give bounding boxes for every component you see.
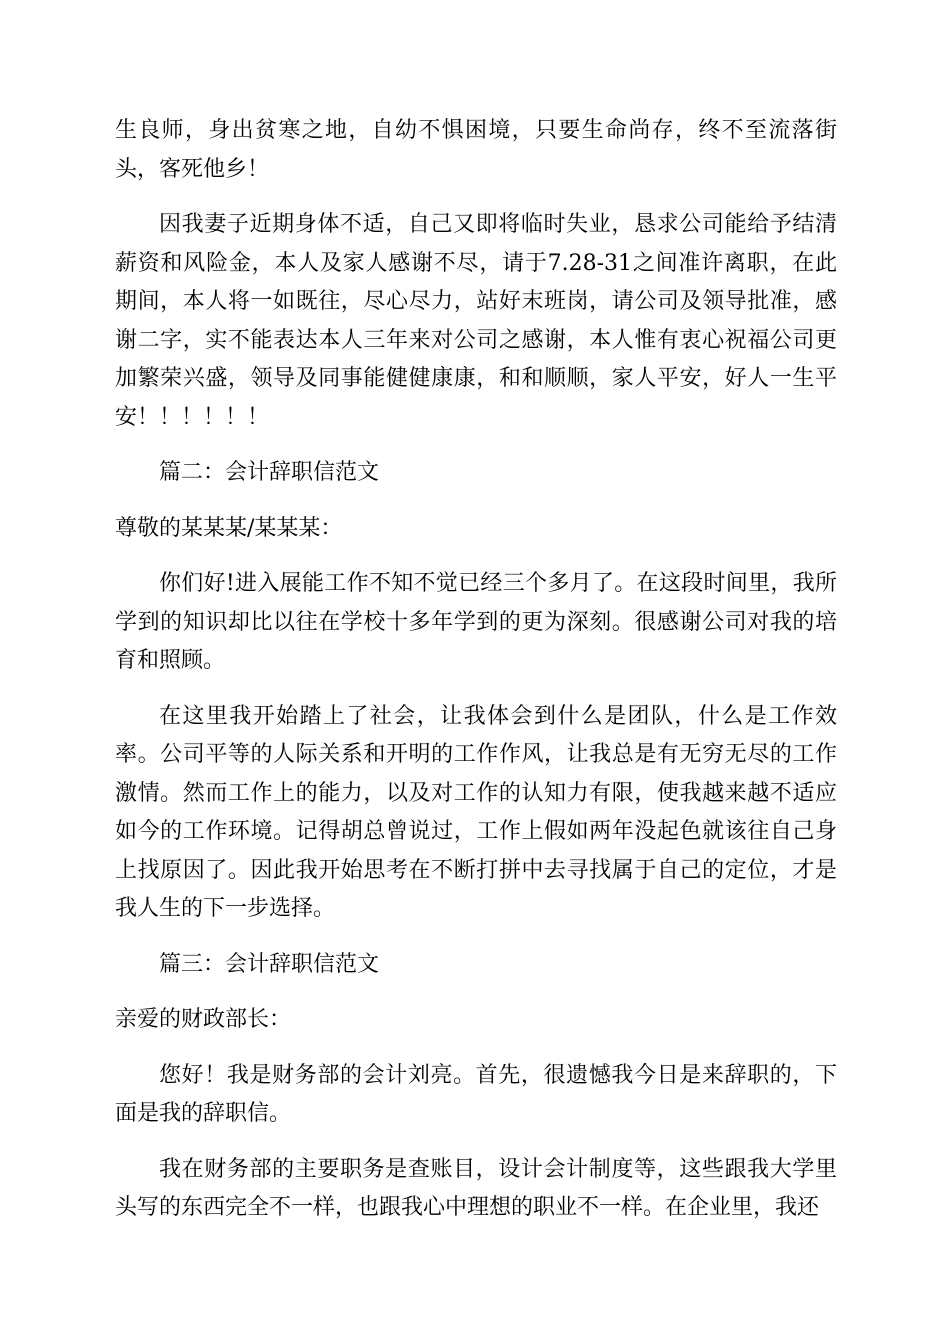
section-heading-part-two: 篇二：会计辞职信范文 [159, 460, 380, 485]
salutation-part-three: 亲爱的财政部长： [115, 1007, 292, 1032]
paragraph-greeting-part-three: 您好！我是财务部的会计刘亮。首先，很遗憾我今日是来辞职的，下面是我的辞职信。 [115, 1062, 837, 1126]
paragraph-resignation-request: 因我妻子近期身体不适，自己又即将临时失业，恳求公司能给予结清薪资和风险金，本人及家人感谢不尽，请于7.28-31之间准许离职，在此期间，本人将一如既往，尽心尽力，站好末班岗，请公司及领导批准，感谢二字，实不能表达本人三年来对公司之感谢，本人惟有衷心祝福公司更加繁荣兴盛，领导及同事能健健康康，和和顺顺，家人平安，好人一生平安！！！！！！ [115, 212, 837, 430]
paragraph-reflection-part-two: 在这里我开始踏上了社会，让我体会到什么是团队，什么是工作效率。公司平等的人际关系和开明的工作作风，让我总是有无穷无尽的工作激情。然而工作上的能力，以及对工作的认知力有限，使我越来越不适应如今的工作环境。记得胡总曾说过，工作上假如两年没起色就该往自己身上找原因了。因此我开始思考在不断打拼中去寻找属于自己的定位，才是我人生的下一步选择。 [115, 703, 837, 921]
paragraph-continuation: 生良师，身出贫寒之地，自幼不惧困境，只要生命尚存，终不至流落街头，客死他乡！ [115, 118, 837, 182]
document-body [115, 112, 837, 1245]
salutation-part-two: 尊敬的某某某/某某某： [115, 515, 343, 541]
paragraph-duties-part-three: 我在财务部的主要职务是查账目，设计会计制度等，这些跟我大学里头写的东西完全不一样，也跟我心中理想的职业不一样。在企业里，我还 [115, 1156, 837, 1220]
section-heading-part-three: 篇三：会计辞职信范文 [159, 951, 380, 977]
paragraph-greeting-part-two: 你们好!进入展能工作不知不觉已经三个多月了。在这段时间里，我所学到的知识却比以往在学校十多年学到的更为深刻。很感谢公司对我的培育和照顾。 [115, 571, 837, 673]
